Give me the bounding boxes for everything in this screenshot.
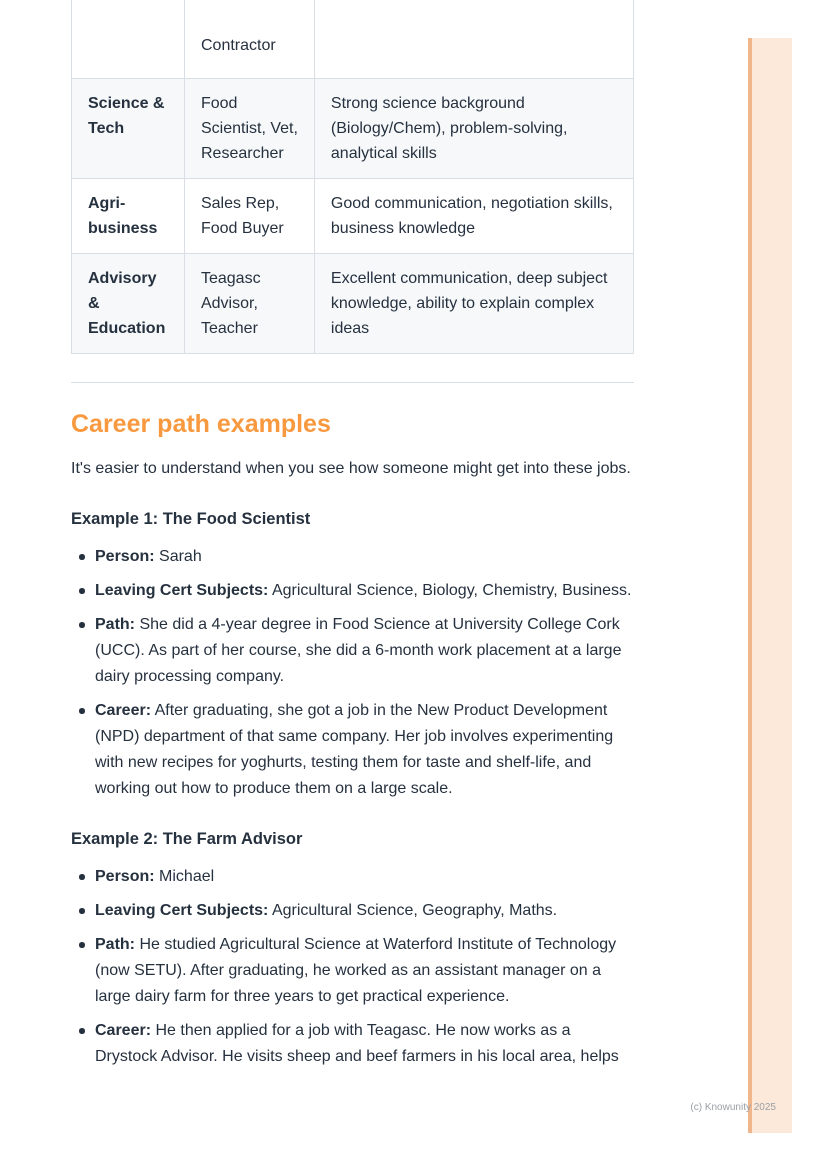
bullet-label: Career: [95, 1022, 152, 1039]
table-cell-category: Advisory & Education [72, 254, 185, 354]
list-item [71, 1018, 634, 1070]
table-row [72, 254, 634, 354]
table-row [72, 0, 634, 79]
intro-paragraph: It's easier to understand when you see how someone might get into these jobs. [71, 460, 631, 477]
bullet-text: She did a 4-year degree in Food Science at University College Cork (UCC). As part of her course, she did a 6-month work placement at a large dairy processing company. [95, 616, 622, 685]
table-cell-jobs: Contractor [184, 0, 314, 79]
bullet-label: Leaving Cert Subjects: [95, 902, 269, 919]
bullet-label: Career: [95, 702, 152, 719]
table-cell-skills [314, 0, 633, 79]
bullet-label: Person: [95, 548, 155, 565]
list-item [71, 864, 634, 890]
table-cell-category: Agri-business [72, 179, 185, 254]
bullet-text: After graduating, she got a job in the New Product Development (NPD) department of that same company. Her job involves experimenting with new recipes for yoghurts, testing them for taste and shelf-life, and working out how to produce them on a large scale. [95, 702, 614, 797]
list-item [71, 698, 634, 802]
example-1-title: Example 1: The Food Scientist [71, 510, 311, 528]
table-row [72, 79, 634, 179]
table-cell-jobs: Sales Rep, Food Buyer [184, 179, 314, 254]
table-cell-skills: Good communication, negotiation skills, business knowledge [314, 179, 633, 254]
list-item [71, 932, 634, 1010]
table-cell-skills: Excellent communication, deep subject knowledge, ability to explain complex ideas [314, 254, 633, 354]
list-item [71, 612, 634, 690]
bullet-text: He studied Agricultural Science at Waterford Institute of Technology (now SETU). After graduating, he worked as an assistant manager on a large dairy farm for three years to get practical experience. [95, 936, 617, 1005]
bullet-text: Sarah [159, 548, 202, 565]
table-cell-skills: Strong science background (Biology/Chem), problem-solving, analytical skills [314, 79, 633, 179]
bullet-label: Path: [95, 616, 135, 633]
table-cell-category: Science & Tech [72, 79, 185, 179]
list-item [71, 544, 634, 570]
bullet-text: Agricultural Science, Biology, Chemistry, Business. [271, 582, 632, 599]
bullet-text: He then applied for a job with Teagasc. He now works as a Drystock Advisor. He visits sheep and beef farmers in his local area, helps [95, 1022, 619, 1065]
document-content [71, 0, 634, 1078]
bullet-label: Leaving Cert Subjects: [95, 582, 269, 599]
example-1-list [71, 544, 634, 802]
table-row [72, 179, 634, 254]
list-item [71, 898, 634, 924]
copyright-text: (c) Knowunity 2025 [690, 1102, 776, 1113]
careers-table [71, 0, 634, 354]
table-cell-jobs: Teagasc Advisor, Teacher [184, 254, 314, 354]
section-divider [71, 382, 634, 383]
list-item [71, 578, 634, 604]
bullet-label: Person: [95, 868, 155, 885]
table-cell-jobs: Food Scientist, Vet, Researcher [184, 79, 314, 179]
example-2-list [71, 864, 634, 1070]
example-2-title: Example 2: The Farm Advisor [71, 830, 303, 848]
table-cell-category [72, 0, 185, 79]
bullet-text: Agricultural Science, Geography, Maths. [271, 902, 558, 919]
bullet-text: Michael [159, 868, 215, 885]
decorative-side-strip [748, 38, 792, 1133]
bullet-label: Path: [95, 936, 135, 953]
section-heading: Career path examples [71, 410, 331, 438]
